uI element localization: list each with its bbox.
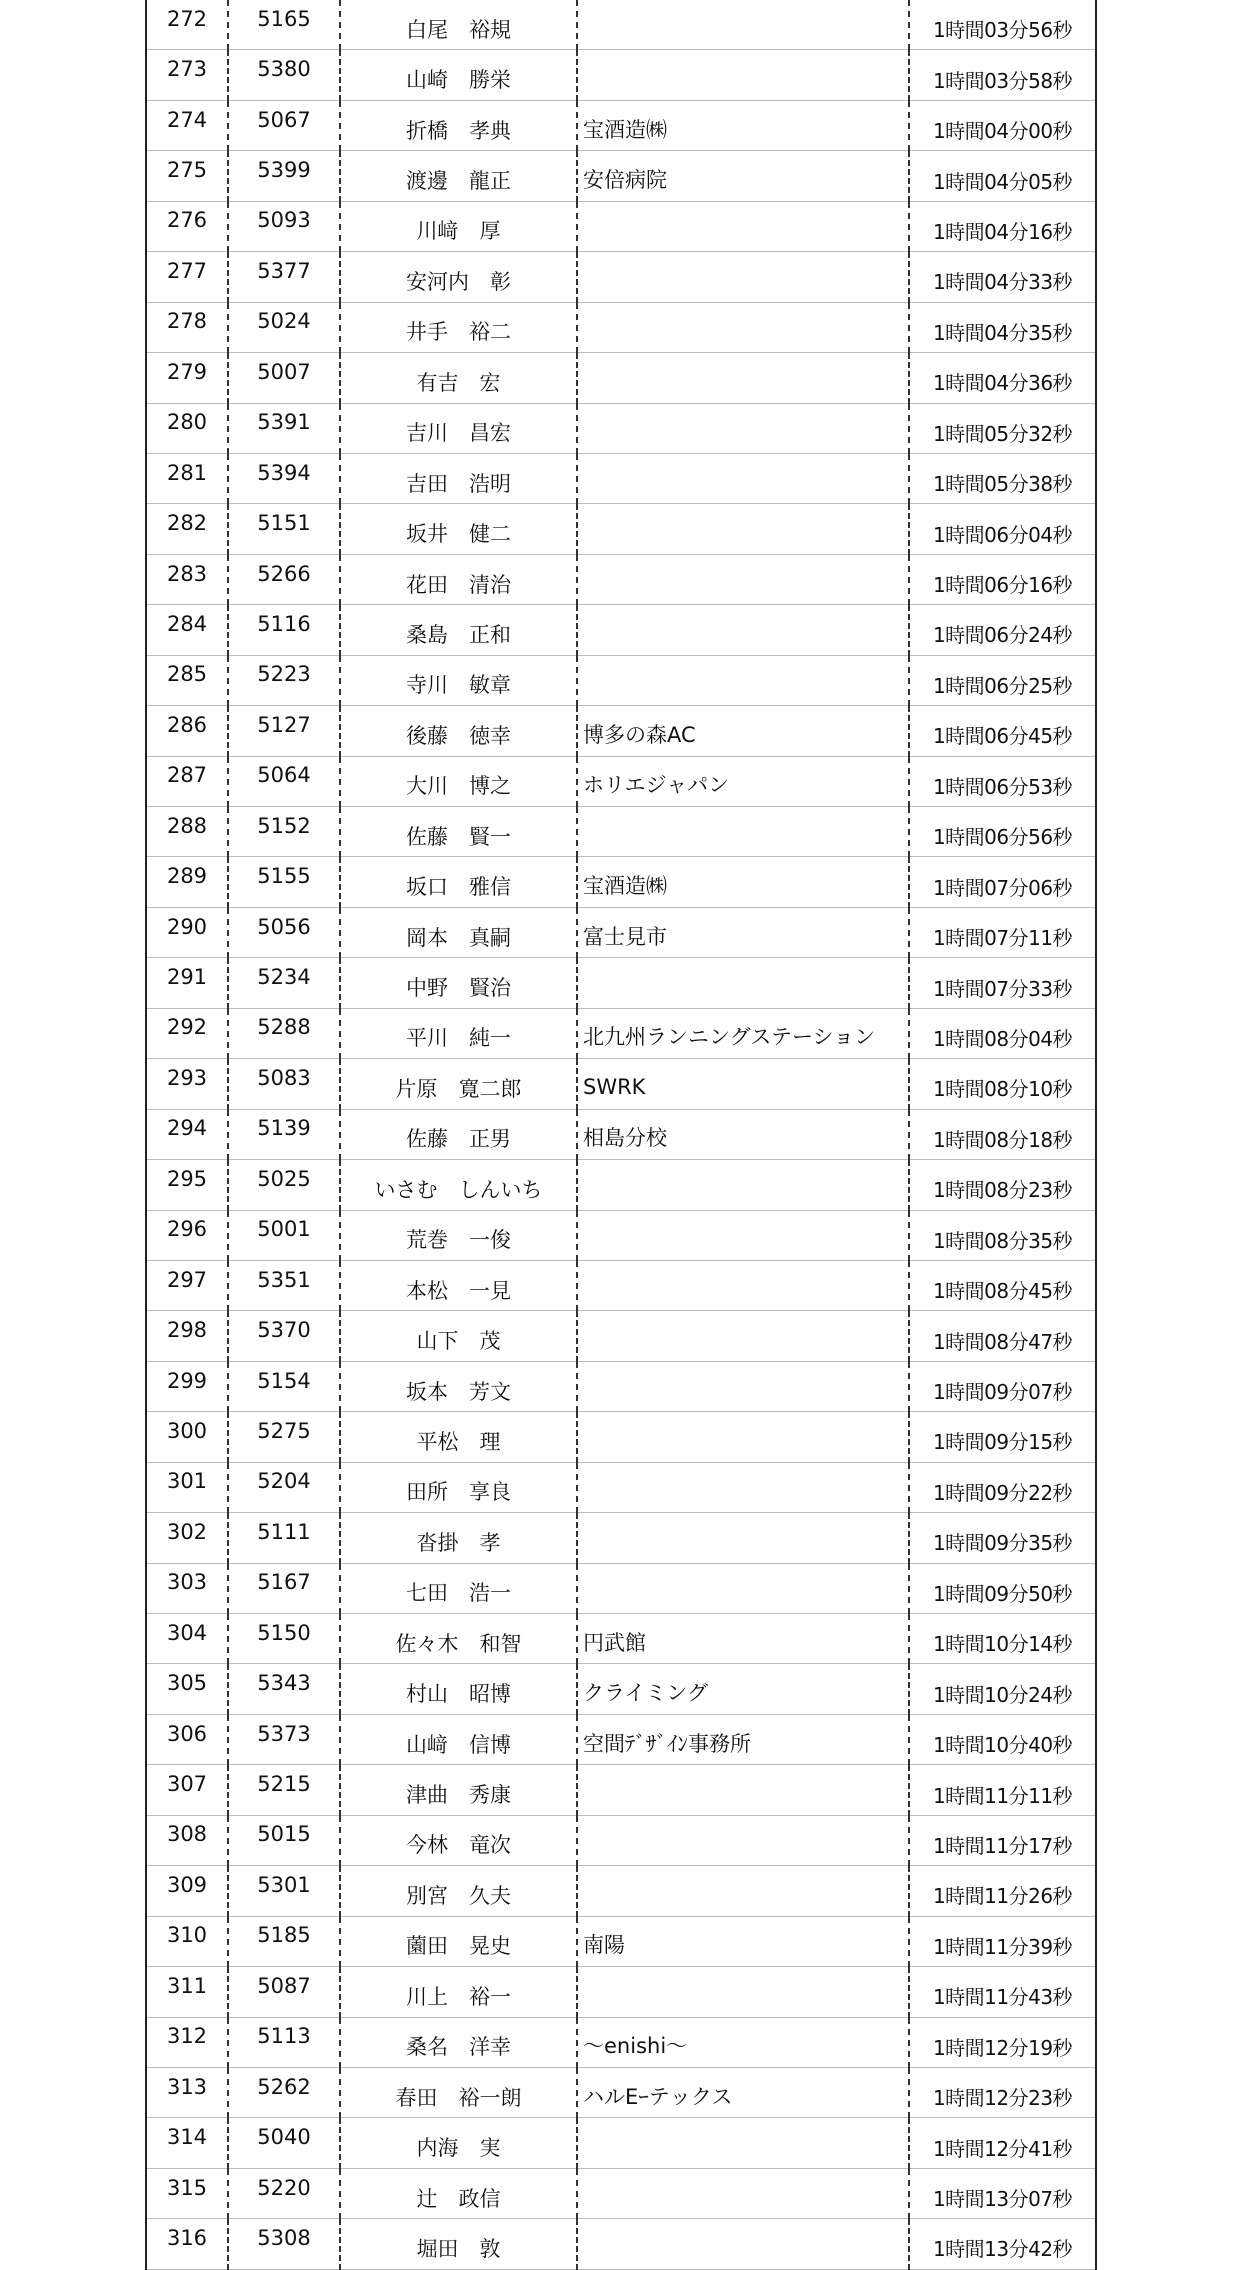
finish-time-cell: 1時間08分45秒 (909, 1260, 1096, 1310)
rank-cell: 300 (146, 1412, 228, 1462)
runner-name-cell: 川上 裕一 (340, 1967, 577, 2017)
bib-number-cell: 5343 (228, 1664, 340, 1714)
rank-cell: 279 (146, 353, 228, 403)
rank-cell: 313 (146, 2067, 228, 2117)
bib-number-cell: 5116 (228, 605, 340, 655)
team-cell: 南陽 (577, 1916, 909, 1966)
runner-name-cell: 津曲 秀康 (340, 1765, 577, 1815)
team-cell (577, 605, 909, 655)
bib-number-cell: 5083 (228, 1059, 340, 1109)
team-cell: 空間ﾃﾞｻﾞｲﾝ事務所 (577, 1714, 909, 1764)
finish-time-cell: 1時間07分11秒 (909, 907, 1096, 957)
rank-cell: 308 (146, 1815, 228, 1865)
table-row (146, 554, 1096, 604)
team-cell (577, 1513, 909, 1563)
rank-cell: 298 (146, 1311, 228, 1361)
bib-number-cell: 5351 (228, 1260, 340, 1310)
runner-name-cell: 桑名 洋幸 (340, 2017, 577, 2067)
rank-cell: 304 (146, 1614, 228, 1664)
table-row (146, 1866, 1096, 1916)
runner-name-cell: 岡本 真嗣 (340, 907, 577, 957)
finish-time-cell: 1時間08分35秒 (909, 1210, 1096, 1260)
finish-time-cell: 1時間12分23秒 (909, 2067, 1096, 2117)
finish-time-cell: 1時間06分45秒 (909, 706, 1096, 756)
bib-number-cell: 5040 (228, 2118, 340, 2168)
table-row (146, 453, 1096, 503)
finish-time-cell: 1時間10分40秒 (909, 1714, 1096, 1764)
runner-name-cell: 村山 昭博 (340, 1664, 577, 1714)
team-cell (577, 403, 909, 453)
table-row (146, 1160, 1096, 1210)
rank-cell: 273 (146, 50, 228, 100)
table-row (146, 1059, 1096, 1109)
runner-name-cell: 有吉 宏 (340, 353, 577, 403)
finish-time-cell: 1時間07分33秒 (909, 958, 1096, 1008)
rank-cell: 312 (146, 2017, 228, 2067)
rank-cell: 315 (146, 2168, 228, 2218)
team-cell (577, 554, 909, 604)
bib-number-cell: 5056 (228, 907, 340, 957)
finish-time-cell: 1時間05分32秒 (909, 403, 1096, 453)
team-cell (577, 655, 909, 705)
table-row (146, 1260, 1096, 1310)
bib-number-cell: 5301 (228, 1866, 340, 1916)
runner-name-cell: 後藤 徳幸 (340, 706, 577, 756)
rank-cell: 292 (146, 1008, 228, 1058)
table-row (146, 1311, 1096, 1361)
table-row (146, 1210, 1096, 1260)
bib-number-cell: 5204 (228, 1462, 340, 1512)
rank-cell: 274 (146, 100, 228, 150)
table-row (146, 857, 1096, 907)
bib-number-cell: 5288 (228, 1008, 340, 1058)
results-body (146, 0, 1096, 2269)
table-row (146, 2168, 1096, 2218)
runner-name-cell: 渡邊 龍正 (340, 151, 577, 201)
rank-cell: 295 (146, 1160, 228, 1210)
rank-cell: 314 (146, 2118, 228, 2168)
rank-cell: 276 (146, 201, 228, 251)
bib-number-cell: 5370 (228, 1311, 340, 1361)
team-cell (577, 1765, 909, 1815)
finish-time-cell: 1時間05分38秒 (909, 453, 1096, 503)
table-row (146, 1462, 1096, 1512)
rank-cell: 307 (146, 1765, 228, 1815)
finish-time-cell: 1時間13分07秒 (909, 2168, 1096, 2218)
bib-number-cell: 5015 (228, 1815, 340, 1865)
table-row (146, 1967, 1096, 2017)
rank-cell: 284 (146, 605, 228, 655)
finish-time-cell: 1時間11分26秒 (909, 1866, 1096, 1916)
runner-name-cell: 七田 浩一 (340, 1563, 577, 1613)
table-row (146, 605, 1096, 655)
bib-number-cell: 5001 (228, 1210, 340, 1260)
runner-name-cell: 大川 博之 (340, 756, 577, 806)
rank-cell: 299 (146, 1361, 228, 1411)
team-cell (577, 1361, 909, 1411)
team-cell: SWRK (577, 1059, 909, 1109)
rank-cell: 302 (146, 1513, 228, 1563)
bib-number-cell: 5165 (228, 0, 340, 50)
finish-time-cell: 1時間03分58秒 (909, 50, 1096, 100)
finish-time-cell: 1時間06分04秒 (909, 504, 1096, 554)
runner-name-cell: 坂口 雅信 (340, 857, 577, 907)
team-cell (577, 201, 909, 251)
bib-number-cell: 5113 (228, 2017, 340, 2067)
bib-number-cell: 5275 (228, 1412, 340, 1462)
team-cell (577, 1311, 909, 1361)
bib-number-cell: 5215 (228, 1765, 340, 1815)
finish-time-cell: 1時間04分05秒 (909, 151, 1096, 201)
table-row (146, 958, 1096, 1008)
finish-time-cell: 1時間06分16秒 (909, 554, 1096, 604)
team-cell (577, 1260, 909, 1310)
finish-time-cell: 1時間08分18秒 (909, 1109, 1096, 1159)
rank-cell: 275 (146, 151, 228, 201)
table-row (146, 756, 1096, 806)
bib-number-cell: 5308 (228, 2219, 340, 2269)
runner-name-cell: 中野 賢治 (340, 958, 577, 1008)
table-row (146, 655, 1096, 705)
finish-time-cell: 1時間12分41秒 (909, 2118, 1096, 2168)
finish-time-cell: 1時間06分24秒 (909, 605, 1096, 655)
bib-number-cell: 5262 (228, 2067, 340, 2117)
bib-number-cell: 5025 (228, 1160, 340, 1210)
rank-cell: 316 (146, 2219, 228, 2269)
rank-cell: 309 (146, 1866, 228, 1916)
finish-time-cell: 1時間11分43秒 (909, 1967, 1096, 2017)
table-row (146, 1008, 1096, 1058)
rank-cell: 294 (146, 1109, 228, 1159)
table-row (146, 1412, 1096, 1462)
rank-cell: 282 (146, 504, 228, 554)
table-row (146, 302, 1096, 352)
rank-cell: 285 (146, 655, 228, 705)
bib-number-cell: 5093 (228, 201, 340, 251)
table-row (146, 1109, 1096, 1159)
bib-number-cell: 5064 (228, 756, 340, 806)
bib-number-cell: 5087 (228, 1967, 340, 2017)
runner-name-cell: 山下 茂 (340, 1311, 577, 1361)
bib-number-cell: 5154 (228, 1361, 340, 1411)
rank-cell: 305 (146, 1664, 228, 1714)
table-row (146, 1563, 1096, 1613)
team-cell (577, 2168, 909, 2218)
rank-cell: 289 (146, 857, 228, 907)
finish-time-cell: 1時間07分06秒 (909, 857, 1096, 907)
table-row (146, 706, 1096, 756)
team-cell: 安倍病院 (577, 151, 909, 201)
finish-time-cell: 1時間03分56秒 (909, 0, 1096, 50)
table-row (146, 50, 1096, 100)
team-cell (577, 252, 909, 302)
rank-cell: 297 (146, 1260, 228, 1310)
team-cell: クライミング (577, 1664, 909, 1714)
bib-number-cell: 5024 (228, 302, 340, 352)
finish-time-cell: 1時間13分42秒 (909, 2219, 1096, 2269)
table-row (146, 2219, 1096, 2269)
rank-cell: 306 (146, 1714, 228, 1764)
finish-time-cell: 1時間06分56秒 (909, 807, 1096, 857)
table-row (146, 504, 1096, 554)
finish-time-cell: 1時間09分07秒 (909, 1361, 1096, 1411)
team-cell: ホリエジャパン (577, 756, 909, 806)
team-cell (577, 958, 909, 1008)
finish-time-cell: 1時間04分33秒 (909, 252, 1096, 302)
finish-time-cell: 1時間04分35秒 (909, 302, 1096, 352)
table-row (146, 100, 1096, 150)
rank-cell: 290 (146, 907, 228, 957)
rank-cell: 296 (146, 1210, 228, 1260)
rank-cell: 286 (146, 706, 228, 756)
runner-name-cell: 折橋 孝典 (340, 100, 577, 150)
team-cell (577, 504, 909, 554)
finish-time-cell: 1時間08分23秒 (909, 1160, 1096, 1210)
rank-cell: 287 (146, 756, 228, 806)
team-cell: 円武館 (577, 1614, 909, 1664)
bib-number-cell: 5220 (228, 2168, 340, 2218)
runner-name-cell: 白尾 裕規 (340, 0, 577, 50)
table-row (146, 1765, 1096, 1815)
team-cell (577, 302, 909, 352)
rank-cell: 288 (146, 807, 228, 857)
finish-time-cell: 1時間04分16秒 (909, 201, 1096, 251)
runner-name-cell: 春田 裕一朗 (340, 2067, 577, 2117)
finish-time-cell: 1時間09分22秒 (909, 1462, 1096, 1512)
runner-name-cell: 堀田 敦 (340, 2219, 577, 2269)
team-cell (577, 1866, 909, 1916)
finish-time-cell: 1時間08分04秒 (909, 1008, 1096, 1058)
bib-number-cell: 5067 (228, 100, 340, 150)
bib-number-cell: 5377 (228, 252, 340, 302)
rank-cell: 310 (146, 1916, 228, 1966)
table-row (146, 403, 1096, 453)
bib-number-cell: 5007 (228, 353, 340, 403)
bib-number-cell: 5155 (228, 857, 340, 907)
runner-name-cell: 寺川 敏章 (340, 655, 577, 705)
team-cell: 相島分校 (577, 1109, 909, 1159)
team-cell (577, 1563, 909, 1613)
runner-name-cell: 今林 竜次 (340, 1815, 577, 1865)
runner-name-cell: 荒巻 一俊 (340, 1210, 577, 1260)
runner-name-cell: 川﨑 厚 (340, 201, 577, 251)
finish-time-cell: 1時間04分00秒 (909, 100, 1096, 150)
runner-name-cell: 沓掛 孝 (340, 1513, 577, 1563)
table-row (146, 151, 1096, 201)
bib-number-cell: 5266 (228, 554, 340, 604)
runner-name-cell: 別宮 久夫 (340, 1866, 577, 1916)
runner-name-cell: 桑島 正和 (340, 605, 577, 655)
table-row (146, 1664, 1096, 1714)
bib-number-cell: 5139 (228, 1109, 340, 1159)
bib-number-cell: 5373 (228, 1714, 340, 1764)
bib-number-cell: 5152 (228, 807, 340, 857)
runner-name-cell: 田所 享良 (340, 1462, 577, 1512)
runner-name-cell: いさむ しんいち (340, 1160, 577, 1210)
table-row (146, 0, 1096, 50)
bib-number-cell: 5127 (228, 706, 340, 756)
bib-number-cell: 5150 (228, 1614, 340, 1664)
table-row (146, 807, 1096, 857)
rank-cell: 291 (146, 958, 228, 1008)
runner-name-cell: 花田 清治 (340, 554, 577, 604)
runner-name-cell: 片原 寛二郎 (340, 1059, 577, 1109)
team-cell: ハルEｰテックス (577, 2067, 909, 2117)
finish-time-cell: 1時間06分53秒 (909, 756, 1096, 806)
bib-number-cell: 5151 (228, 504, 340, 554)
runner-name-cell: 坂本 芳文 (340, 1361, 577, 1411)
bib-number-cell: 5391 (228, 403, 340, 453)
rank-cell: 278 (146, 302, 228, 352)
team-cell (577, 1210, 909, 1260)
rank-cell: 283 (146, 554, 228, 604)
finish-time-cell: 1時間11分11秒 (909, 1765, 1096, 1815)
finish-time-cell: 1時間06分25秒 (909, 655, 1096, 705)
team-cell (577, 1967, 909, 2017)
runner-name-cell: 井手 裕二 (340, 302, 577, 352)
runner-name-cell: 坂井 健二 (340, 504, 577, 554)
bib-number-cell: 5399 (228, 151, 340, 201)
bib-number-cell: 5234 (228, 958, 340, 1008)
table-row (146, 2118, 1096, 2168)
table-row (146, 252, 1096, 302)
table-row (146, 2067, 1096, 2117)
finish-time-cell: 1時間09分50秒 (909, 1563, 1096, 1613)
team-cell (577, 807, 909, 857)
rank-cell: 293 (146, 1059, 228, 1109)
finish-time-cell: 1時間11分39秒 (909, 1916, 1096, 1966)
runner-name-cell: 安河内 彰 (340, 252, 577, 302)
table-row (146, 2017, 1096, 2067)
rank-cell: 281 (146, 453, 228, 503)
bib-number-cell: 5111 (228, 1513, 340, 1563)
bib-number-cell: 5223 (228, 655, 340, 705)
bib-number-cell: 5380 (228, 50, 340, 100)
rank-cell: 311 (146, 1967, 228, 2017)
team-cell: 宝酒造㈱ (577, 100, 909, 150)
team-cell (577, 50, 909, 100)
table-row (146, 1815, 1096, 1865)
rank-cell: 280 (146, 403, 228, 453)
team-cell: ～enishi～ (577, 2017, 909, 2067)
bib-number-cell: 5185 (228, 1916, 340, 1966)
finish-time-cell: 1時間04分36秒 (909, 353, 1096, 403)
table-row (146, 1614, 1096, 1664)
table-row (146, 1714, 1096, 1764)
team-cell: 宝酒造㈱ (577, 857, 909, 907)
runner-name-cell: 吉田 浩明 (340, 453, 577, 503)
runner-name-cell: 本松 一見 (340, 1260, 577, 1310)
table-row (146, 907, 1096, 957)
runner-name-cell: 平松 理 (340, 1412, 577, 1462)
team-cell (577, 2118, 909, 2168)
team-cell (577, 1815, 909, 1865)
rank-cell: 301 (146, 1462, 228, 1512)
team-cell (577, 0, 909, 50)
finish-time-cell: 1時間10分24秒 (909, 1664, 1096, 1714)
finish-time-cell: 1時間11分17秒 (909, 1815, 1096, 1865)
table-row (146, 201, 1096, 251)
team-cell: 富士見市 (577, 907, 909, 957)
table-row (146, 1513, 1096, 1563)
runner-name-cell: 山崎 勝栄 (340, 50, 577, 100)
finish-time-cell: 1時間09分15秒 (909, 1412, 1096, 1462)
table-row (146, 353, 1096, 403)
finish-time-cell: 1時間12分19秒 (909, 2017, 1096, 2067)
runner-name-cell: 吉川 昌宏 (340, 403, 577, 453)
runner-name-cell: 山﨑 信博 (340, 1714, 577, 1764)
rank-cell: 303 (146, 1563, 228, 1613)
team-cell (577, 453, 909, 503)
team-cell (577, 1412, 909, 1462)
team-cell (577, 1462, 909, 1512)
runner-name-cell: 佐々木 和智 (340, 1614, 577, 1664)
rank-cell: 277 (146, 252, 228, 302)
runner-name-cell: 辻 政信 (340, 2168, 577, 2218)
table-row (146, 1916, 1096, 1966)
team-cell: 北九州ランニングステーション (577, 1008, 909, 1058)
team-cell: 博多の森AC (577, 706, 909, 756)
runner-name-cell: 佐藤 正男 (340, 1109, 577, 1159)
rank-cell: 272 (146, 0, 228, 50)
results-table (145, 0, 1097, 2270)
finish-time-cell: 1時間09分35秒 (909, 1513, 1096, 1563)
runner-name-cell: 内海 実 (340, 2118, 577, 2168)
team-cell (577, 2219, 909, 2269)
runner-name-cell: 薗田 晃史 (340, 1916, 577, 1966)
runner-name-cell: 佐藤 賢一 (340, 807, 577, 857)
runner-name-cell: 平川 純一 (340, 1008, 577, 1058)
finish-time-cell: 1時間10分14秒 (909, 1614, 1096, 1664)
table-row (146, 1361, 1096, 1411)
finish-time-cell: 1時間08分10秒 (909, 1059, 1096, 1109)
team-cell (577, 1160, 909, 1210)
finish-time-cell: 1時間08分47秒 (909, 1311, 1096, 1361)
bib-number-cell: 5167 (228, 1563, 340, 1613)
bib-number-cell: 5394 (228, 453, 340, 503)
team-cell (577, 353, 909, 403)
